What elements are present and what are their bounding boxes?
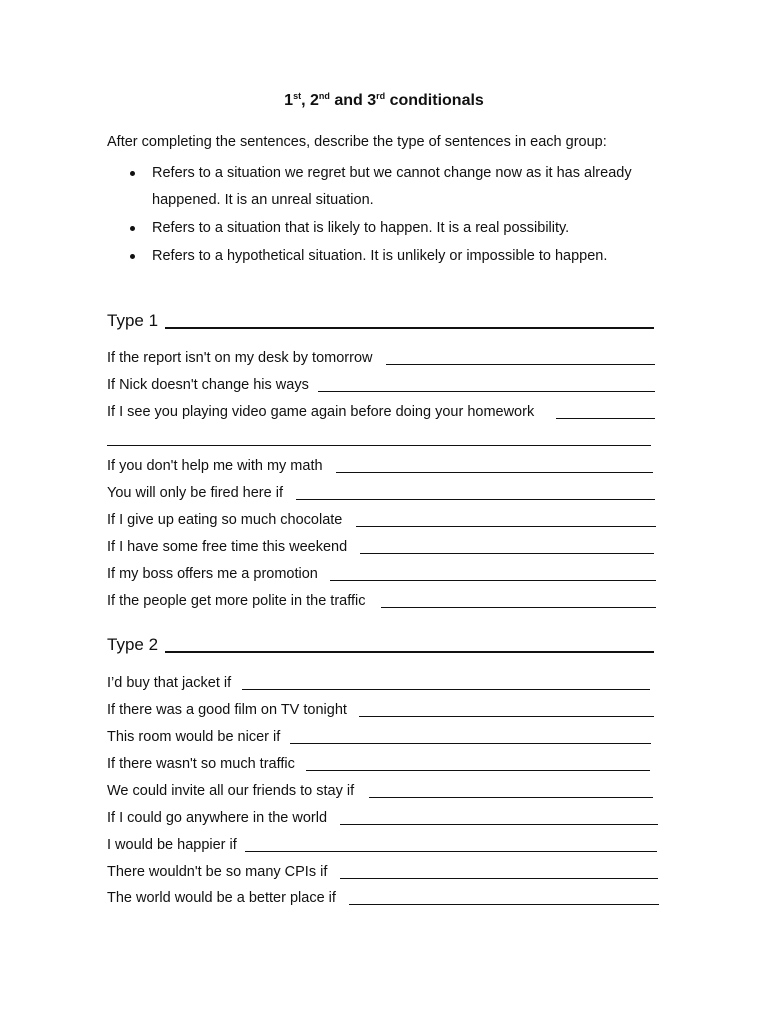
type1-sentence: If the people get more polite in the traffic <box>107 593 366 609</box>
bullet-text: Refers to a situation that is likely to happen. It is a real possibility. <box>152 220 570 236</box>
type2-answer-blank[interactable] <box>349 904 659 905</box>
bullet-text: Refers to a situation we regret but we cannot change now as it has already happened. It is an unreal situation. <box>152 165 632 208</box>
instructions-text: After completing the sentences, describe the type of sentences in each group: <box>107 134 607 150</box>
bullet-list <box>128 160 668 270</box>
title-part: , <box>301 92 310 109</box>
bullet-icon <box>130 226 135 231</box>
title-part: 3 <box>367 92 377 109</box>
type1-sentence: If Nick doesn't change his ways <box>107 377 309 393</box>
title-superscript: nd <box>318 91 330 101</box>
page-title <box>0 90 768 112</box>
type1-answer-blank[interactable] <box>318 391 655 392</box>
title-part: and <box>329 92 368 109</box>
type2-sentence: This room would be nicer if <box>107 729 281 745</box>
type2-sentence: There wouldn't be so many CPIs if <box>107 864 328 880</box>
type1-sentence: If the report isn't on my desk by tomorrow <box>107 350 373 366</box>
type1-sentence: You will only be fired here if <box>107 485 283 501</box>
type1-answer-blank[interactable] <box>336 472 653 473</box>
type2-sentence: If I could go anywhere in the world <box>107 810 328 826</box>
type2-answer-blank[interactable] <box>245 851 657 852</box>
type2-sentence: If there wasn't so much traffic <box>107 756 295 772</box>
type1-sentence: If I give up eating so much chocolate <box>107 512 343 528</box>
type1-answer-blank[interactable] <box>356 526 656 527</box>
type2-answer-blank[interactable] <box>290 743 651 744</box>
type2-sentence: If there was a good film on TV tonight <box>107 702 347 718</box>
title-part: 2 <box>309 92 319 109</box>
type1-answer-blank[interactable] <box>360 553 654 554</box>
type1-answer-blank[interactable] <box>386 364 655 365</box>
type1-answer-blank[interactable] <box>556 418 655 419</box>
title-part: conditionals <box>385 92 484 109</box>
type1-answer-blank[interactable] <box>381 607 656 608</box>
type1-sentence: If I have some free time this weekend <box>107 539 348 555</box>
type2-answer-blank[interactable] <box>340 878 658 879</box>
bullet-item <box>128 215 668 242</box>
bullet-item <box>128 243 668 270</box>
bullet-icon <box>130 171 135 176</box>
type2-answer-blank[interactable] <box>340 824 658 825</box>
type1-answer-blank[interactable] <box>330 580 656 581</box>
type2-answer-blank[interactable] <box>306 770 650 771</box>
bullet-icon <box>130 254 135 259</box>
type1-sentence: If you don't help me with my math <box>107 458 323 474</box>
type1-answer-line[interactable] <box>165 327 654 329</box>
type1-sentence: If I see you playing video game again before doing your homework <box>107 404 535 420</box>
type2-sentence: The world would be a better place if <box>107 890 336 906</box>
type1-answer-blank[interactable] <box>107 445 651 446</box>
type2-heading: Type 2 <box>107 635 159 654</box>
type2-answer-blank[interactable] <box>369 797 653 798</box>
type2-sentence: I would be happier if <box>107 837 237 853</box>
title-superscript: st <box>293 91 302 101</box>
type2-sentence: We could invite all our friends to stay if <box>107 783 355 799</box>
type1-heading: Type 1 <box>107 311 159 330</box>
type2-answer-blank[interactable] <box>242 689 650 690</box>
type2-answer-line[interactable] <box>165 651 654 653</box>
type2-answer-blank[interactable] <box>359 716 654 717</box>
type1-sentence: If my boss offers me a promotion <box>107 566 318 582</box>
type1-answer-blank[interactable] <box>296 499 655 500</box>
type2-sentence: I’d buy that jacket if <box>107 675 232 691</box>
title-superscript: rd <box>376 91 386 101</box>
bullet-text: Refers to a hypothetical situation. It is unlikely or impossible to happen. <box>152 248 608 264</box>
bullet-item <box>128 160 668 214</box>
title-part: 1 <box>284 92 294 109</box>
